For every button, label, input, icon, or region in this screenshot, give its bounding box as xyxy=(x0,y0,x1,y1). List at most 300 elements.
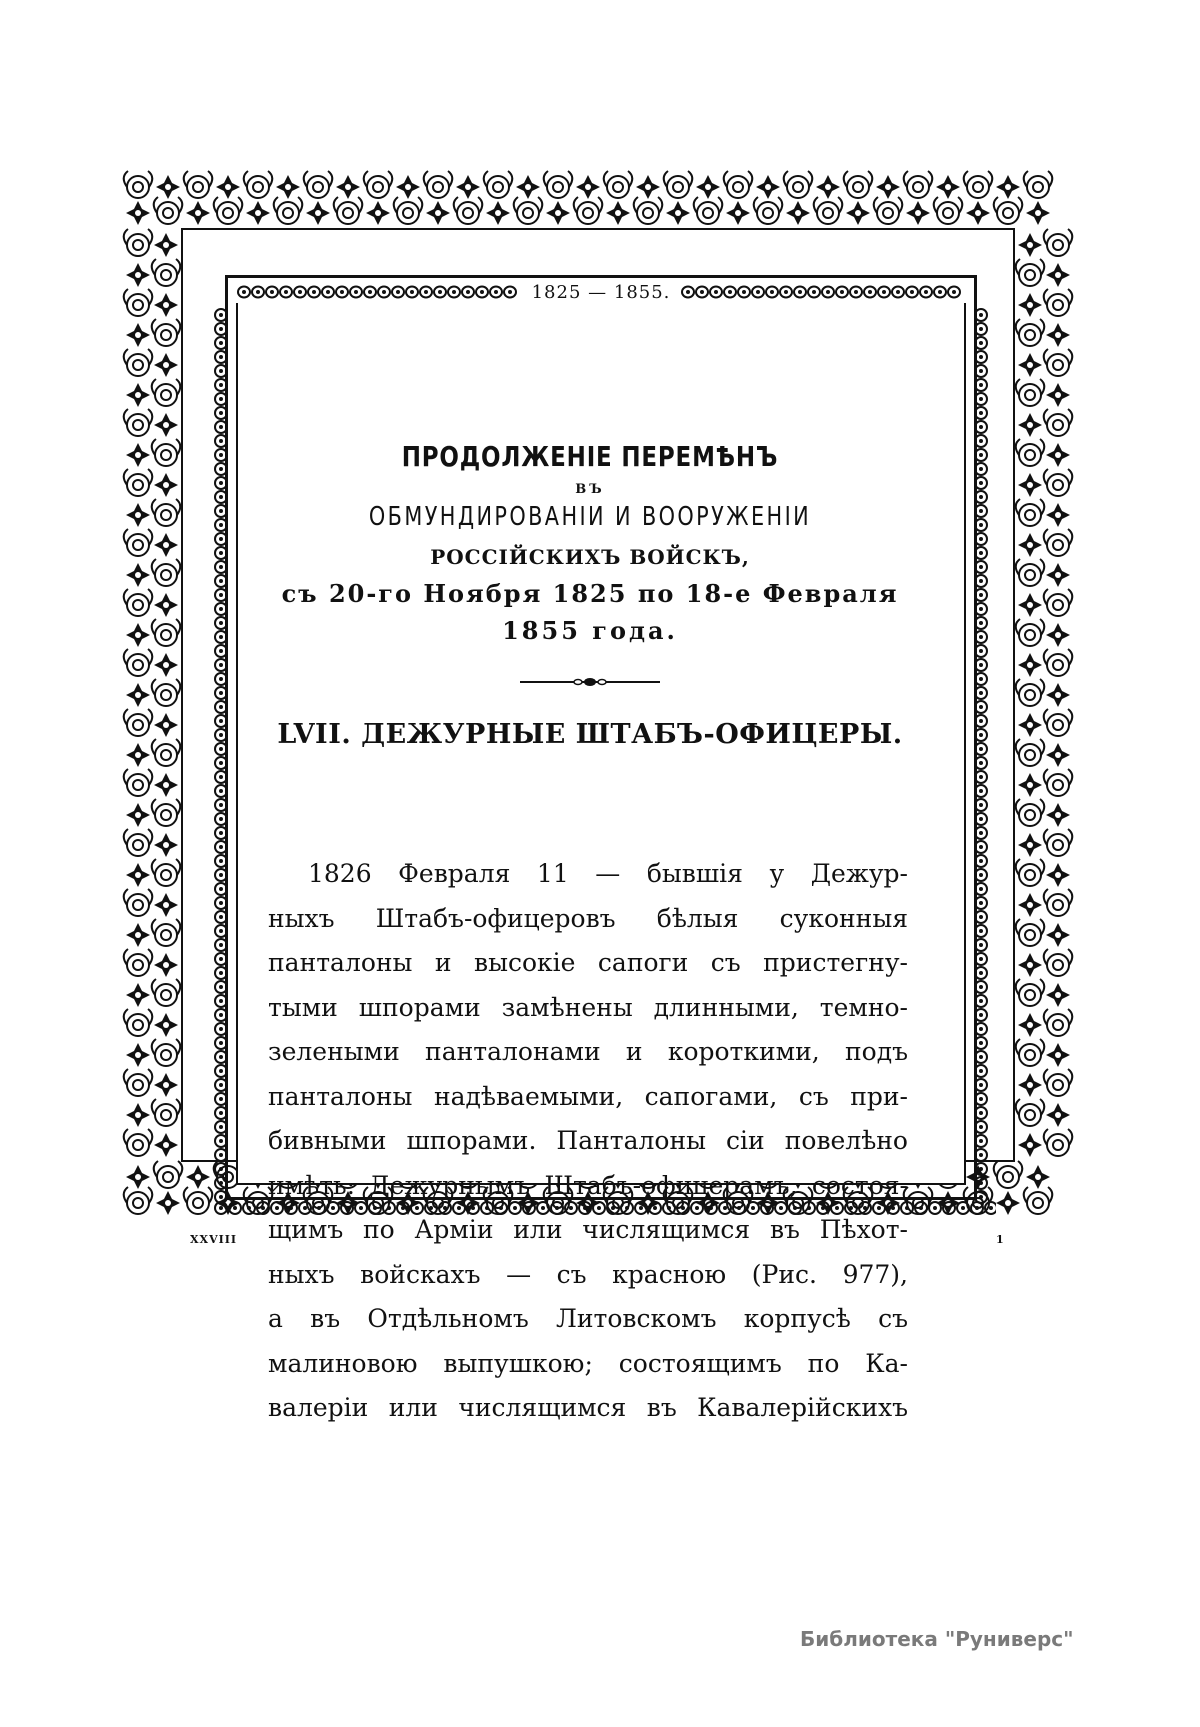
ornament-motif xyxy=(1016,679,1045,706)
bead xyxy=(971,1202,983,1214)
bead xyxy=(215,687,227,699)
ornament-motif xyxy=(1046,983,1070,1007)
bead xyxy=(392,287,404,298)
bead xyxy=(294,287,306,298)
ornament-motif xyxy=(424,171,453,198)
ornament-motif xyxy=(664,171,693,198)
library-watermark: Библиотека "Руниверс" xyxy=(800,1627,1074,1651)
ornament-motif xyxy=(126,983,150,1007)
ornament-motif xyxy=(152,259,181,286)
body-line: валеріи или числящимся въ Кавалерійскихъ xyxy=(268,1393,908,1422)
bead xyxy=(215,953,227,965)
ornament-motif xyxy=(154,293,178,317)
bead xyxy=(434,287,446,298)
ornament-motif xyxy=(1018,1133,1042,1157)
ornament-motif xyxy=(1016,319,1045,346)
bead xyxy=(975,785,987,797)
ornament-motif xyxy=(1044,1009,1073,1036)
bead xyxy=(215,659,227,671)
ornament-motif xyxy=(152,559,181,586)
ornament-motif xyxy=(1044,949,1073,976)
body-line: бивными шпорами. Панталоны сіи повелѣно xyxy=(268,1126,908,1155)
ornament-motif xyxy=(1046,803,1070,827)
body-line: щимъ по Арміи или числящимся въ Пѣхот- xyxy=(268,1215,908,1244)
title-line-6: 1855 года. xyxy=(502,616,678,645)
ornament-motif xyxy=(124,409,153,436)
bead xyxy=(975,1023,987,1035)
signature-mark: XXVIII xyxy=(190,1233,238,1246)
bead xyxy=(975,1135,987,1147)
ornament-motif xyxy=(126,923,150,947)
ornament-motif xyxy=(996,175,1020,199)
bead xyxy=(975,1051,987,1063)
ornamental-divider xyxy=(520,675,660,689)
bead-row-right xyxy=(680,285,966,299)
ornament-motif xyxy=(184,171,213,198)
bead xyxy=(975,463,987,475)
body-line: 1826 Февраля 11 — бывшія у Дежур- xyxy=(308,859,908,888)
ornament-motif xyxy=(154,233,178,257)
ornament-motif xyxy=(696,175,720,199)
bead xyxy=(975,1079,987,1091)
ornament-motif xyxy=(1026,1165,1050,1189)
bead xyxy=(915,1202,927,1214)
bead xyxy=(215,1023,227,1035)
bead xyxy=(476,287,488,298)
ornament-motif xyxy=(606,201,630,225)
bead xyxy=(975,477,987,489)
ornament-motif xyxy=(1026,201,1050,225)
ornament-motif xyxy=(152,739,181,766)
ornament-motif xyxy=(1016,739,1045,766)
bead xyxy=(975,1009,987,1021)
ornament-motif xyxy=(1044,889,1073,916)
ornament-motif xyxy=(1016,799,1045,826)
ornament-motif xyxy=(1044,1129,1073,1156)
ornament-motif xyxy=(124,769,153,796)
ornament-motif xyxy=(1016,619,1045,646)
bead xyxy=(215,743,227,755)
ornament-motif xyxy=(486,201,510,225)
title-line-5: съ 20-го Ноября 1825 по 18-е Февраля xyxy=(281,579,899,608)
ornament-motif xyxy=(154,1073,178,1097)
body-paragraph xyxy=(268,852,908,1431)
ornament-motif xyxy=(1016,499,1045,526)
bead xyxy=(975,519,987,531)
bead xyxy=(215,365,227,377)
bead xyxy=(364,287,376,298)
bead xyxy=(215,631,227,643)
bead xyxy=(215,533,227,545)
ornament-motif xyxy=(124,529,153,556)
ornament-motif xyxy=(124,349,153,376)
ornament-motif xyxy=(124,889,153,916)
ornament-motif xyxy=(454,197,483,224)
body-line: тыми шпорами замѣнены длинными, темно- xyxy=(268,992,908,1022)
ornament-motif xyxy=(124,229,153,256)
bead xyxy=(215,841,227,853)
bead xyxy=(504,287,516,298)
ornament-motif xyxy=(1044,469,1073,496)
ornament-motif xyxy=(1046,443,1070,467)
bead xyxy=(215,645,227,657)
ornament-motif xyxy=(306,201,330,225)
ornament-motif xyxy=(124,589,153,616)
bead xyxy=(975,687,987,699)
title-line-1: ПРОДОЛЖЕНІЕ ПЕРЕМѢНЪ xyxy=(401,440,779,473)
bead xyxy=(215,1135,227,1147)
ornament-motif xyxy=(874,197,903,224)
ornament-motif xyxy=(1016,1039,1045,1066)
body-line: ныхъ войскахъ — съ красною (Рис. 977), xyxy=(268,1259,908,1289)
bead xyxy=(229,1202,241,1214)
ornament-motif xyxy=(244,171,273,198)
bead xyxy=(975,351,987,363)
bead xyxy=(943,1202,955,1214)
ornament-motif xyxy=(484,171,513,198)
bead xyxy=(975,1149,987,1161)
ornament-motif xyxy=(154,197,183,224)
ornament-motif xyxy=(1018,773,1042,797)
bead xyxy=(975,365,987,377)
ornament-motif xyxy=(1016,559,1045,586)
bead xyxy=(322,287,334,298)
bead xyxy=(975,939,987,951)
ornament-motif xyxy=(1046,383,1070,407)
bead xyxy=(975,561,987,573)
bead xyxy=(975,897,987,909)
bead xyxy=(975,883,987,895)
bead xyxy=(215,939,227,951)
bead xyxy=(215,813,227,825)
ornament-motif xyxy=(156,1191,180,1215)
bead xyxy=(975,449,987,461)
ornament-motif xyxy=(844,171,873,198)
bead xyxy=(215,1079,227,1091)
body-line: зелеными панталонами и короткими, подъ xyxy=(268,1037,908,1066)
ornament-motif xyxy=(1046,863,1070,887)
bead xyxy=(215,1177,227,1189)
bead xyxy=(975,673,987,685)
bead xyxy=(448,287,460,298)
ornament-motif xyxy=(152,379,181,406)
bead xyxy=(215,855,227,867)
bead xyxy=(215,911,227,923)
bead xyxy=(710,287,722,298)
ornament-motif xyxy=(1044,409,1073,436)
header-band xyxy=(236,281,966,303)
bead xyxy=(975,911,987,923)
ornament-motif xyxy=(574,197,603,224)
bead xyxy=(215,393,227,405)
ornament-motif xyxy=(994,197,1023,224)
bead xyxy=(238,287,250,298)
ornament-motif xyxy=(124,171,153,198)
title-line-2: ВЪ xyxy=(575,482,605,497)
bead xyxy=(892,287,904,298)
bead xyxy=(308,287,320,298)
ornament-motif xyxy=(636,175,660,199)
bead xyxy=(215,883,227,895)
bead xyxy=(975,407,987,419)
bead xyxy=(215,995,227,1007)
ornament-motif xyxy=(516,175,540,199)
ornament-motif xyxy=(126,323,150,347)
ornament-motif xyxy=(1046,263,1070,287)
ornament-motif xyxy=(1024,1187,1053,1214)
bead xyxy=(378,287,390,298)
bead xyxy=(850,287,862,298)
ornament-motif xyxy=(216,175,240,199)
ornament-motif xyxy=(154,473,178,497)
bead xyxy=(215,547,227,559)
ornament-motif xyxy=(152,1099,181,1126)
bead xyxy=(975,701,987,713)
bead xyxy=(975,323,987,335)
ornament-motif xyxy=(1044,1069,1073,1096)
ornament-motif xyxy=(152,439,181,466)
ornament-motif xyxy=(876,175,900,199)
ornament-motif xyxy=(1046,683,1070,707)
ornament-motif xyxy=(126,503,150,527)
bead xyxy=(215,701,227,713)
bead xyxy=(975,533,987,545)
bead xyxy=(794,287,806,298)
bead xyxy=(975,337,987,349)
title-line-3: ОБМУНДИРОВАНІИ И ВООРУЖЕНІИ xyxy=(368,502,812,532)
bead xyxy=(215,729,227,741)
ornament-motif xyxy=(126,803,150,827)
bead xyxy=(215,1037,227,1049)
page-number: 1 xyxy=(996,1233,1004,1246)
ornament-motif xyxy=(154,593,178,617)
bead xyxy=(975,659,987,671)
bead xyxy=(878,287,890,298)
ornament-motif xyxy=(964,171,993,198)
bead xyxy=(696,287,708,298)
bead xyxy=(280,287,292,298)
bead xyxy=(215,967,227,979)
bead xyxy=(948,287,960,298)
bead xyxy=(215,771,227,783)
ornament-motif xyxy=(1046,923,1070,947)
ornament-motif xyxy=(152,979,181,1006)
ornament-motif xyxy=(1018,593,1042,617)
bead xyxy=(215,1093,227,1105)
bead xyxy=(975,995,987,1007)
bead xyxy=(215,575,227,587)
bead xyxy=(975,1093,987,1105)
ornament-motif xyxy=(1046,743,1070,767)
bead xyxy=(215,1163,227,1175)
bead xyxy=(836,287,848,298)
bead xyxy=(682,287,694,298)
bead xyxy=(808,287,820,298)
bead xyxy=(215,827,227,839)
section-heading: LVII. ДЕЖУРНЫЕ ШТАБЪ-ОФИЦЕРЫ. xyxy=(277,719,903,750)
bead xyxy=(864,287,876,298)
bead xyxy=(975,631,987,643)
bead xyxy=(215,561,227,573)
ornament-motif xyxy=(426,201,450,225)
bead xyxy=(215,491,227,503)
bead xyxy=(975,1107,987,1119)
bead xyxy=(752,287,764,298)
ornament-motif xyxy=(1016,379,1045,406)
ornament-motif xyxy=(726,201,750,225)
body-line: панталоны надѣваемыми, сапогами, съ при- xyxy=(268,1081,908,1111)
bead xyxy=(975,715,987,727)
ornament-motif xyxy=(154,833,178,857)
ornament-motif xyxy=(152,919,181,946)
ornament-motif xyxy=(1018,233,1042,257)
bead xyxy=(215,757,227,769)
bead xyxy=(975,953,987,965)
ornament-motif xyxy=(126,1043,150,1067)
ornament-motif xyxy=(666,201,690,225)
ornament-motif xyxy=(1046,1043,1070,1067)
ornament-motif xyxy=(126,683,150,707)
bead xyxy=(243,1202,255,1214)
title-line-4: РОССІЙСКИХЪ ВОЙСКЪ, xyxy=(430,545,750,569)
ornament-motif xyxy=(1044,229,1073,256)
bead xyxy=(975,855,987,867)
bead xyxy=(975,505,987,517)
bead xyxy=(975,421,987,433)
ornament-motif xyxy=(126,1165,150,1189)
bead xyxy=(420,287,432,298)
ornament-motif xyxy=(154,953,178,977)
bead xyxy=(215,323,227,335)
ornament-motif xyxy=(816,175,840,199)
ornament-motif xyxy=(724,171,753,198)
bead xyxy=(985,1202,996,1214)
bead xyxy=(215,477,227,489)
bead-row-left xyxy=(236,285,522,299)
ornament-motif xyxy=(154,1133,178,1157)
ornament-motif xyxy=(994,1161,1023,1188)
bead xyxy=(975,925,987,937)
bead xyxy=(215,505,227,517)
ornament-motif xyxy=(544,171,573,198)
bead xyxy=(975,827,987,839)
body-line: а въ Отдѣльномъ Литовскомъ корпусѣ съ xyxy=(268,1304,908,1333)
ornament-motif xyxy=(1018,713,1042,737)
ornament-motif xyxy=(1044,349,1073,376)
bead xyxy=(975,1163,987,1175)
bead xyxy=(975,1065,987,1077)
bead xyxy=(975,617,987,629)
ornament-motif xyxy=(152,799,181,826)
bead xyxy=(215,981,227,993)
ornament-motif xyxy=(214,197,243,224)
ornament-motif xyxy=(1016,439,1045,466)
ornament-motif xyxy=(1046,1103,1070,1127)
ornament-motif xyxy=(152,1039,181,1066)
bead xyxy=(975,1121,987,1133)
bead xyxy=(934,287,946,298)
ornament-motif xyxy=(126,563,150,587)
ornament-motif xyxy=(154,413,178,437)
ornament-motif xyxy=(756,175,780,199)
ornament-motif xyxy=(1018,653,1042,677)
ornament-motif xyxy=(274,197,303,224)
ornament-motif xyxy=(124,949,153,976)
ornament-motif xyxy=(1016,859,1045,886)
bead xyxy=(215,589,227,601)
ornament-motif xyxy=(364,171,393,198)
ornament-motif xyxy=(1044,589,1073,616)
ornament-motif xyxy=(124,709,153,736)
bead xyxy=(215,463,227,475)
bead xyxy=(215,519,227,531)
ornament-motif xyxy=(126,383,150,407)
ornament-motif xyxy=(1044,829,1073,856)
bead xyxy=(215,925,227,937)
bead xyxy=(929,1202,941,1214)
bead xyxy=(215,715,227,727)
ornament-motif xyxy=(906,201,930,225)
bead xyxy=(252,287,264,298)
bead xyxy=(975,547,987,559)
bead xyxy=(738,287,750,298)
ornament-motif xyxy=(1018,893,1042,917)
ornament-motif xyxy=(126,743,150,767)
bead xyxy=(975,1037,987,1049)
ornament-motif xyxy=(936,175,960,199)
header-years: 1825 — 1855. xyxy=(531,281,671,303)
bead xyxy=(975,575,987,587)
bead xyxy=(906,287,918,298)
ornament-motif xyxy=(152,679,181,706)
ornament-motif xyxy=(1018,833,1042,857)
ornament-motif xyxy=(276,175,300,199)
ornament-motif xyxy=(514,197,543,224)
ornament-motif xyxy=(154,353,178,377)
bead xyxy=(975,645,987,657)
bead xyxy=(975,491,987,503)
body-line: имѣть: Дежурнымъ Штабъ-офицерамъ, состоя- xyxy=(268,1170,908,1200)
ornament-motif xyxy=(966,201,990,225)
bead xyxy=(975,813,987,825)
ornament-motif xyxy=(304,171,333,198)
bead xyxy=(215,407,227,419)
ornament-motif xyxy=(1044,769,1073,796)
ornament-motif xyxy=(1044,649,1073,676)
ornament-motif xyxy=(124,829,153,856)
ornament-motif xyxy=(754,197,783,224)
ornament-motif xyxy=(1044,529,1073,556)
bead xyxy=(215,421,227,433)
ornament-motif xyxy=(154,713,178,737)
ornament-motif xyxy=(1018,1013,1042,1037)
ornament-motif xyxy=(1018,473,1042,497)
bead xyxy=(975,603,987,615)
bead xyxy=(975,757,987,769)
bead xyxy=(215,379,227,391)
bead xyxy=(336,287,348,298)
ornament-motif xyxy=(124,289,153,316)
ornament-motif xyxy=(1046,323,1070,347)
ornament-motif xyxy=(154,653,178,677)
ornament-motif xyxy=(1018,413,1042,437)
bead xyxy=(215,309,227,321)
ornament-motif xyxy=(904,171,933,198)
bead xyxy=(215,449,227,461)
ornament-motif xyxy=(996,1191,1020,1215)
ornament-motif xyxy=(126,1103,150,1127)
ornament-motif xyxy=(124,649,153,676)
